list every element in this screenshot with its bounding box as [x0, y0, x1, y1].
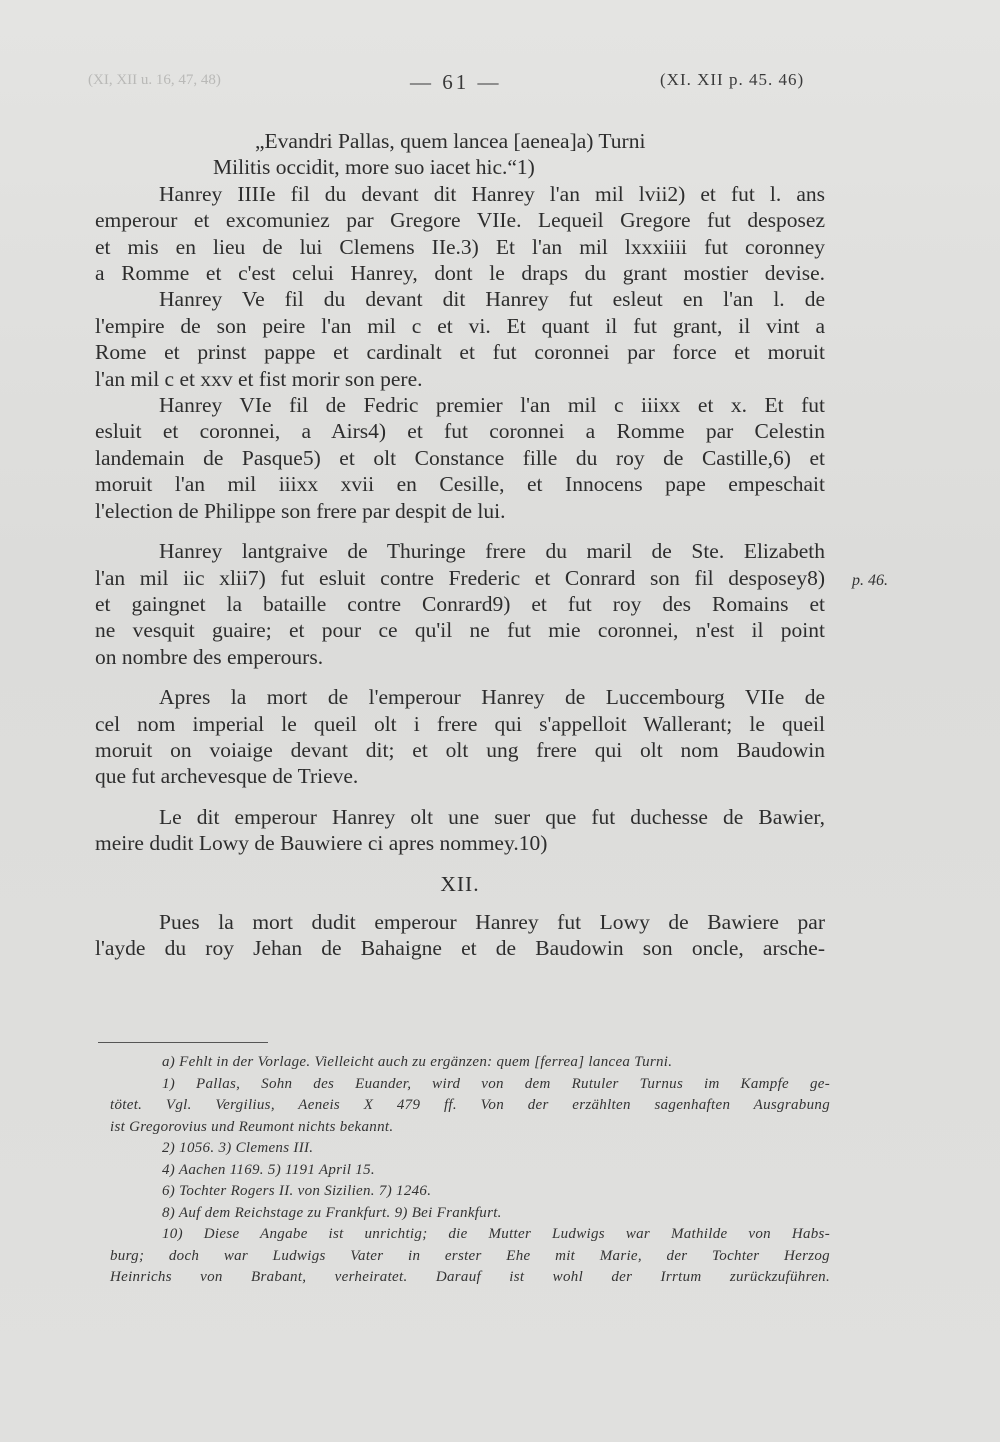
footnote-8-9: 8) Auf dem Reichstage zu Frankfurt. 9) Bei Frankfurt. — [162, 1204, 502, 1221]
text-line: ne vesquit guaire; et pour ce qu'il ne fut mie coronnei, n'est il point — [95, 618, 825, 643]
text-line: cel nom imperial le queil olt i frere qui s'appelloit Wallerant; le queil — [95, 711, 825, 736]
text-line: et gaingnet la bataille contre Conrard9) et fut roy des Romains et — [95, 591, 825, 616]
text-line: Pues la mort dudit emperour Hanrey fut Lowy de Bawiere par — [159, 909, 825, 934]
text-line: esluit et coronnei, a Airs4) et fut coronnei a Romme par Celestin — [95, 419, 825, 444]
text-line: emperour et excomuniez par Gregore VIIe. Lequeil Gregore fut desposez — [95, 208, 825, 233]
footnote-6-7: 6) Tochter Rogers II. von Sizilien. 7) 1246. — [162, 1183, 432, 1199]
text-line: moruit l'an mil iiixx xvii en Cesille, et Innocens pape empeschait — [95, 472, 825, 497]
bleed-through-header: (XI, XII u. 16, 47, 48) — [88, 72, 221, 88]
footnote-1-cont: ist Gregorovius und Reumont nichts bekannt. — [110, 1118, 394, 1135]
text-line: Le dit emperour Hanrey olt une suer que fut duchesse de Bawier, — [159, 804, 825, 829]
text-line: moruit on voiaige devant dit; et olt ung frere qui olt nom Baudowin — [95, 737, 825, 762]
footnote-divider — [98, 1042, 268, 1043]
text-line: l'election de Philippe son frere par despit de lui. — [95, 498, 506, 523]
footnote-10-cont: Heinrichs von Brabant, verheiratet. Darauf ist wohl der Irrtum zurückzuführen. — [110, 1269, 830, 1285]
page-reference: (XI. XII p. 45. 46) — [660, 70, 805, 89]
footnote-2-3: 2) 1056. 3) Clemens III. — [162, 1140, 314, 1156]
footnotes — [110, 1052, 830, 1289]
text-line: Hanrey Ve fil du devant dit Hanrey fut esleut en l'an l. de — [159, 287, 825, 312]
text-line: on nombre des emperours. — [95, 644, 324, 669]
margin-page-note: p. 46. — [852, 572, 888, 589]
text-line: et mis en lieu de lui Clemens IIe.3) Et l'an mil lxxxiiii fut coronney — [95, 234, 825, 259]
text-line: Apres la mort de l'emperour Hanrey de Luccembourg VIIe de — [159, 685, 825, 710]
text-line: l'ayde du roy Jehan de Bahaigne et de Baudowin son oncle, arsche- — [95, 936, 825, 961]
footnote-10: 10) Diese Angabe ist unrichtig; die Mutter Ludwigs war Mathilde von Habs- — [162, 1226, 830, 1242]
text-line: a Romme et c'est celui Hanrey, dont le draps du grant mostier devise. — [95, 261, 825, 286]
text-line: landemain de Pasque5) et olt Constance fille du roy de Castille,6) et — [95, 445, 825, 470]
page-header — [0, 62, 1000, 92]
chapter-heading: XII. — [440, 871, 480, 896]
text-line: l'an mil c et xxv et fist morir son pere. — [95, 366, 423, 391]
main-text — [95, 128, 825, 962]
text-line: Rome et prinst pappe et cardinalt et fut coronnei par force et moruit — [95, 340, 825, 365]
footnote-4-5: 4) Aachen 1169. 5) 1191 April 15. — [162, 1161, 375, 1178]
footnote-a: a) Fehlt in der Vorlage. Vielleicht auch zu ergänzen: quem [ferrea] lancea Turni. — [162, 1054, 673, 1070]
footnote-1: 1) Pallas, Sohn des Euander, wird von dem Rutuler Turnus im Kampfe ge- — [162, 1075, 830, 1092]
footnote-10-cont: burg; doch war Ludwigs Vater in erster Ehe mit Marie, der Tochter Herzog — [110, 1247, 830, 1264]
text-line: Hanrey IIIIe fil du devant dit Hanrey l'an mil lvii2) et fut l. ans — [159, 181, 825, 206]
text-line: l'an mil iic xlii7) fut esluit contre Frederic et Conrard son fil desposey8) — [95, 565, 825, 590]
text-line: Hanrey lantgraive de Thuringe frere du maril de Ste. Elizabeth — [159, 539, 825, 564]
text-line: meire dudit Lowy de Bauwiere ci apres nommey.10) — [95, 831, 548, 856]
verse-line-2: Militis occidit, more suo iacet hic.“1) — [213, 155, 535, 180]
text-line: l'empire de son peire l'an mil c et vi. Et quant il fut grant, il vint a — [95, 313, 825, 338]
text-line: Hanrey VIe fil de Fedric premier l'an mil c iiixx et x. Et fut — [159, 393, 825, 418]
text-line: que fut archevesque de Trieve. — [95, 764, 359, 789]
verse-line-1: „Evandri Pallas, quem lancea [aenea]a) Turni — [255, 129, 646, 153]
footnote-1-cont: tötet. Vgl. Vergilius, Aeneis X 479 ff. Von der erzählten sagenhaften Ausgrabung — [110, 1097, 830, 1113]
page-number: — 61 — — [410, 70, 502, 94]
